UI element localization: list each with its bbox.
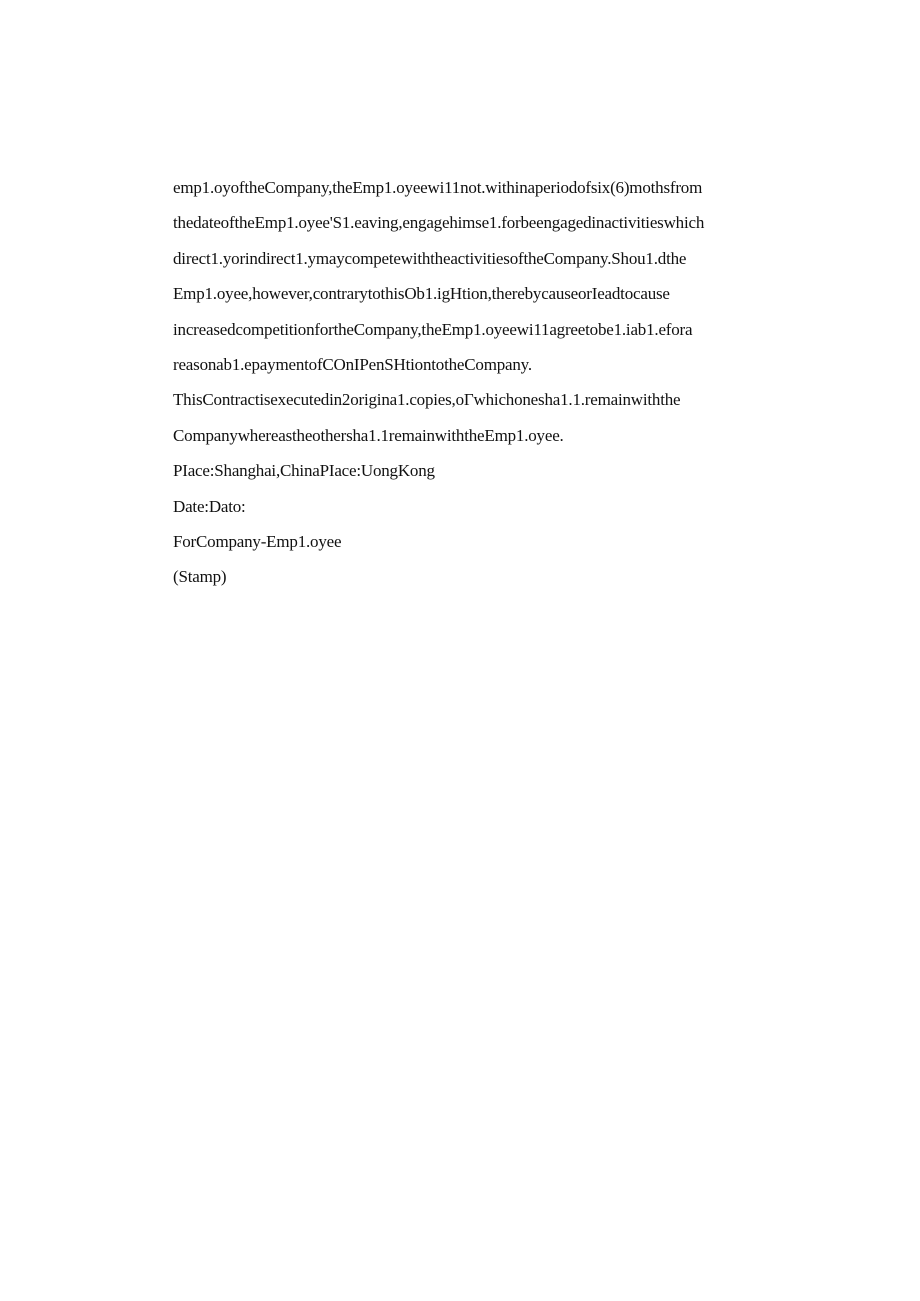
execution-clause-line: ThisContractisexecutedin2origina1.copies,oΓwhichonesha1.1.remainwiththe (173, 390, 681, 410)
date-line: Date:Dato: (173, 496, 246, 516)
document-body (173, 170, 783, 595)
signatory-line: ForCompany-Emp1.oyee (173, 531, 342, 551)
paragraph-line: thedateoftheEmp1.oyee'S1.eaving,engagehimse1.forbeengagedinactivitieswhich (173, 213, 705, 233)
execution-clause-line: Companywhereastheothersha1.1remainwiththeEmp1.oyee. (173, 425, 564, 445)
paragraph-line: increasedcompetitionfortheCompany,theEmp1.oyeewi11agreetobe1.iab1.efora (173, 319, 693, 339)
paragraph-line: emp1.oyoftheCompany,theEmp1.oyeewi11not.withinaperiodofsix(6)mothsfrom (173, 178, 703, 197)
paragraph-line: direct1.yorindirect1.ymaycompetewiththeactivitiesoftheCompany.Shou1.dthe (173, 248, 687, 268)
paragraph-line: Emp1.oyee,however,contrarytothisOb1.igHtion,therebycauseorIeadtocause (173, 284, 670, 304)
place-line: PIace:Shanghai,ChinaPIace:UongKong (173, 461, 435, 481)
stamp-line: (Stamp) (173, 567, 227, 587)
paragraph-line: reasonab1.epaymentofCOnIPenSHtiontotheCompany. (173, 354, 532, 374)
